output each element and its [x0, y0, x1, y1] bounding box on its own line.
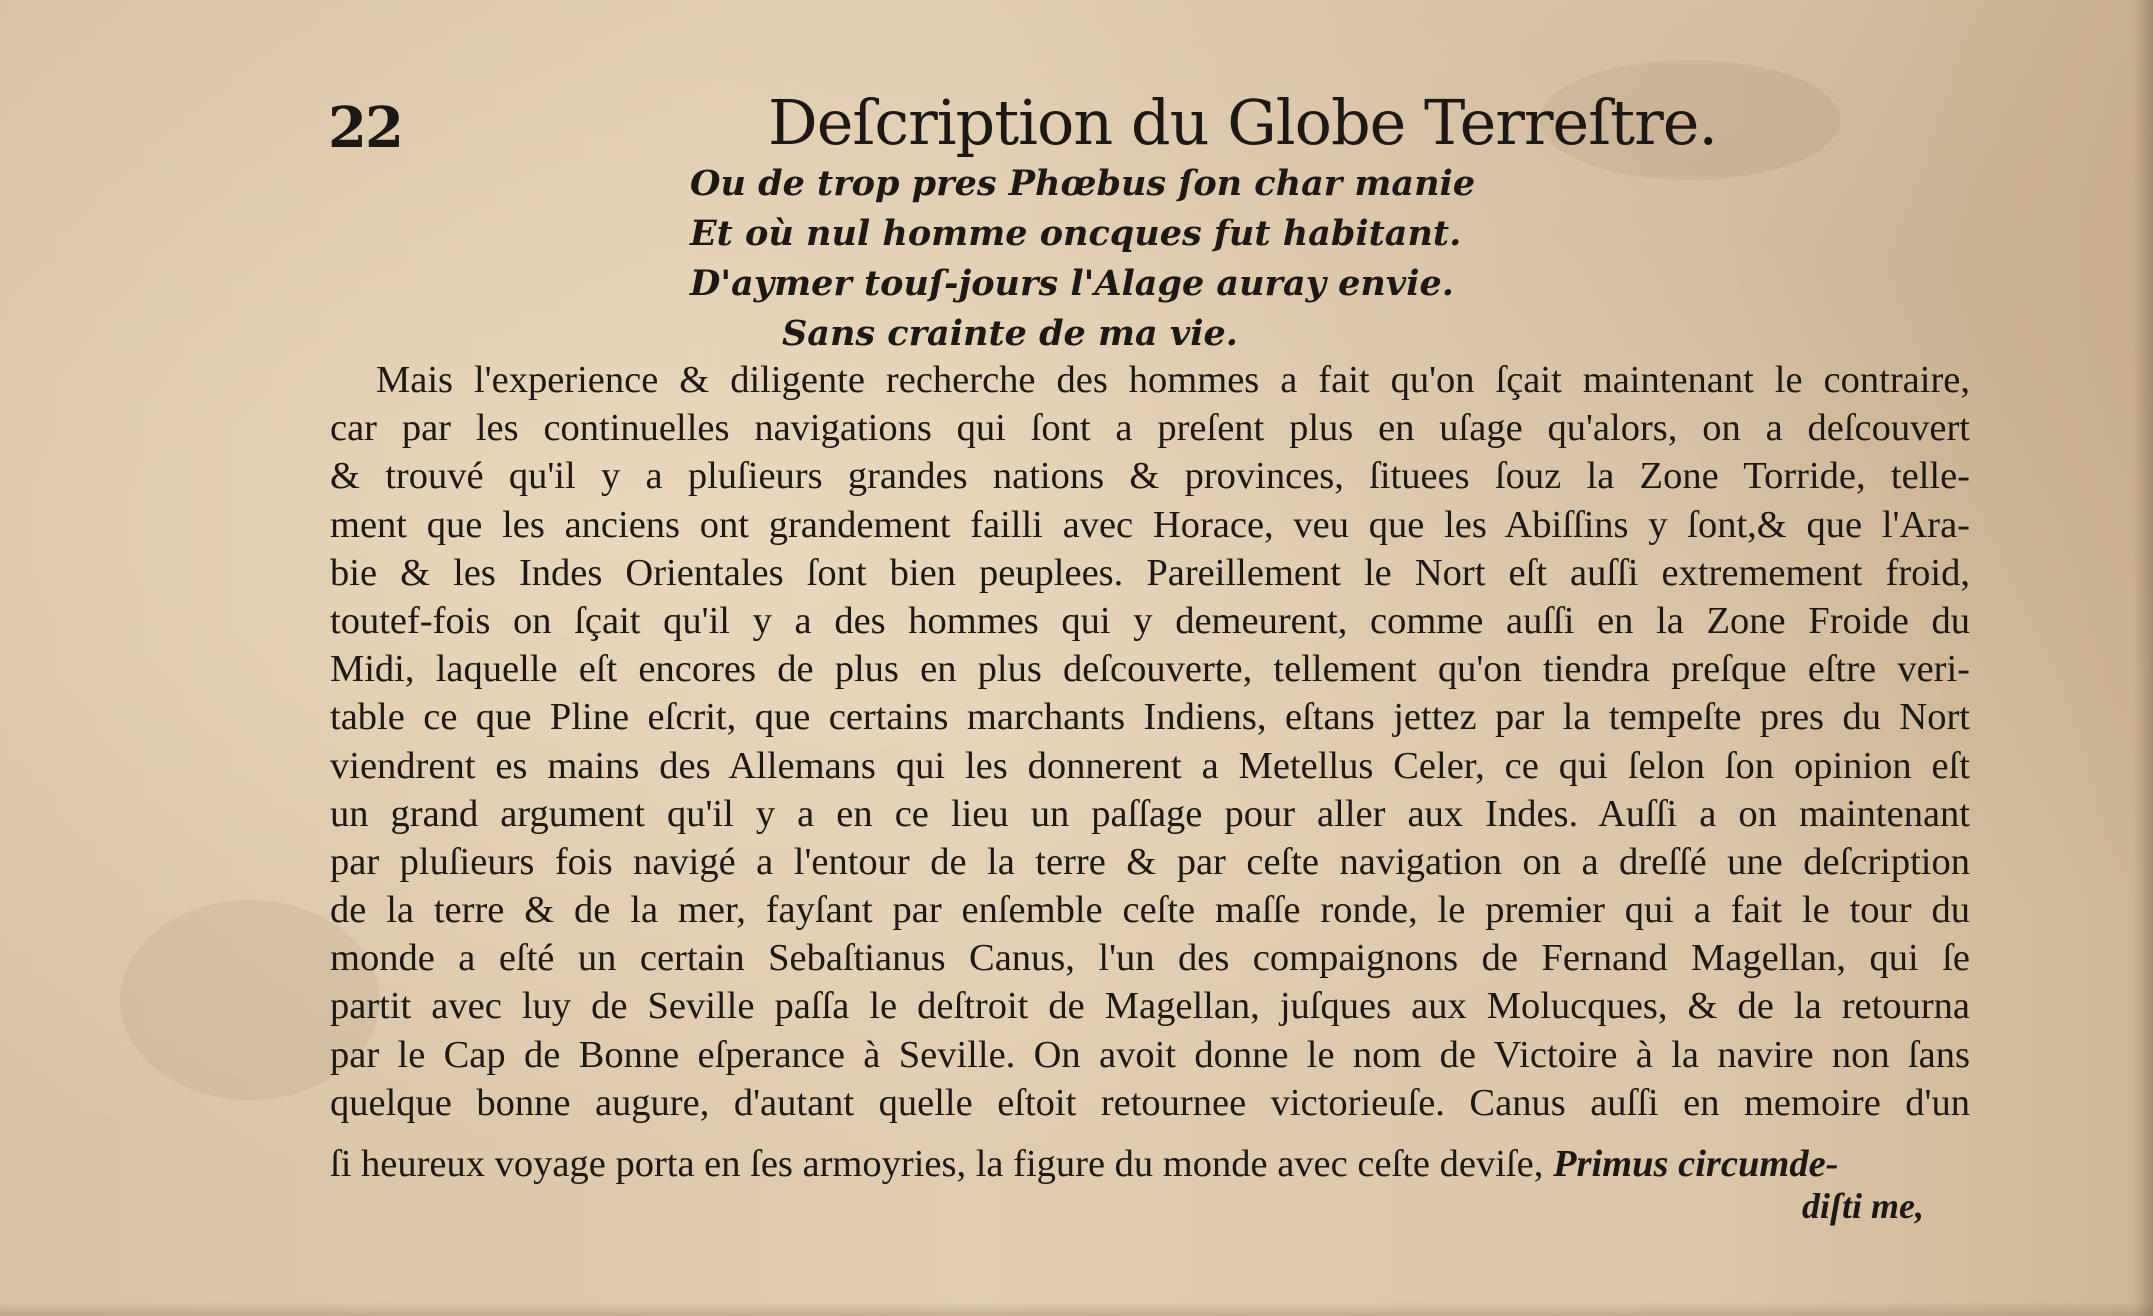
body-line: monde a eſté un certain Sebaſtianus Canus, l'un des compaignons de Fernand Magellan, qui ſe	[330, 937, 1970, 980]
verse-line: Et où nul homme oncques fut habitant.	[690, 213, 1462, 254]
body-line: partit avec luy de Seville paſſa le deſtroit de Magellan, juſques aux Molucques, & de la retourna	[330, 985, 1970, 1028]
body-line: par le Cap de Bonne eſperance à Seville. On avoit donne le nom de Victoire à la navire non ſans	[330, 1033, 1970, 1076]
body-line: toutef-fois on ſçait qu'il y a des hommes qui y demeurent, comme auſſi en la Zone Froide du	[330, 599, 1970, 642]
body-paragraph	[330, 356, 1970, 1127]
body-last-line	[330, 1140, 1970, 1188]
catchword: diſti me,	[1802, 1186, 1924, 1226]
verse-line: Ou de trop pres Phœbus ſon char manie	[690, 163, 1476, 204]
body-line: par pluſieurs fois navigé a l'entour de la terre & par ceſte navigation on a dreſſé une deſcription	[330, 840, 1970, 883]
body-line: car par les continuelles navigations qui ſont a preſent plus en uſage qu'alors, on a deſcouvert	[330, 407, 1970, 450]
body-line: un grand argument qu'il y a en ce lieu un paſſage pour aller aux Indes. Auſſi a on maintenant	[330, 792, 1970, 835]
body-line: table ce que Pline eſcrit, que certains marchants Indiens, eſtans jettez par la tempeſte pres du Nort	[330, 696, 1970, 739]
page-edge-shadow	[0, 1302, 2153, 1316]
body-line: Midi, laquelle eſt encores de plus en plus deſcouverte, tellement qu'on tiendra preſque eſtre veri-	[330, 648, 1970, 691]
running-title: Deſcription du Globe Terreſtre.	[768, 86, 1718, 159]
page-edge-shadow	[2133, 0, 2153, 1316]
body-line: quelque bonne augure, d'autant quelle eſtoit retournee victorieuſe. Canus auſſi en memoire d'un	[330, 1081, 1970, 1124]
verse-line: Sans crainte de ma vie.	[782, 313, 1238, 354]
body-line: bie & les Indes Orientales ſont bien peuplees. Pareillement le Nort eſt auſſi extremement froid,	[330, 551, 1970, 594]
body-last-line-text: ſi heureux voyage porta en ſes armoyries, la figure du monde avec ceſte deviſe,	[330, 1143, 1544, 1185]
body-line: viendrent es mains des Allemans qui les donnerent a Metellus Celer, ce qui ſelon ſon opinion eſt	[330, 744, 1970, 787]
body-line: & trouvé qu'il y a pluſieurs grandes nations & provinces, ſituees ſouz la Zone Torride, telle-	[330, 455, 1970, 498]
body-line: Mais l'experience & diligente recherche des hommes a fait qu'on ſçait maintenant le contraire,	[376, 359, 1970, 401]
body-line: de la terre & de la mer, fayſant par enſemble ceſte maſſe ronde, le premier qui a fait le tour du	[330, 889, 1970, 932]
verse-line: D'aymer touſ-jours l'Alage auray envie.	[690, 263, 1454, 304]
body-line: ment que les anciens ont grandement failli avec Horace, veu que les Abiſſins y ſont,& que l'Ara-	[330, 503, 1970, 546]
page-number: 22	[328, 95, 402, 161]
latin-motto: Primus circumde-	[1552, 1143, 1839, 1185]
